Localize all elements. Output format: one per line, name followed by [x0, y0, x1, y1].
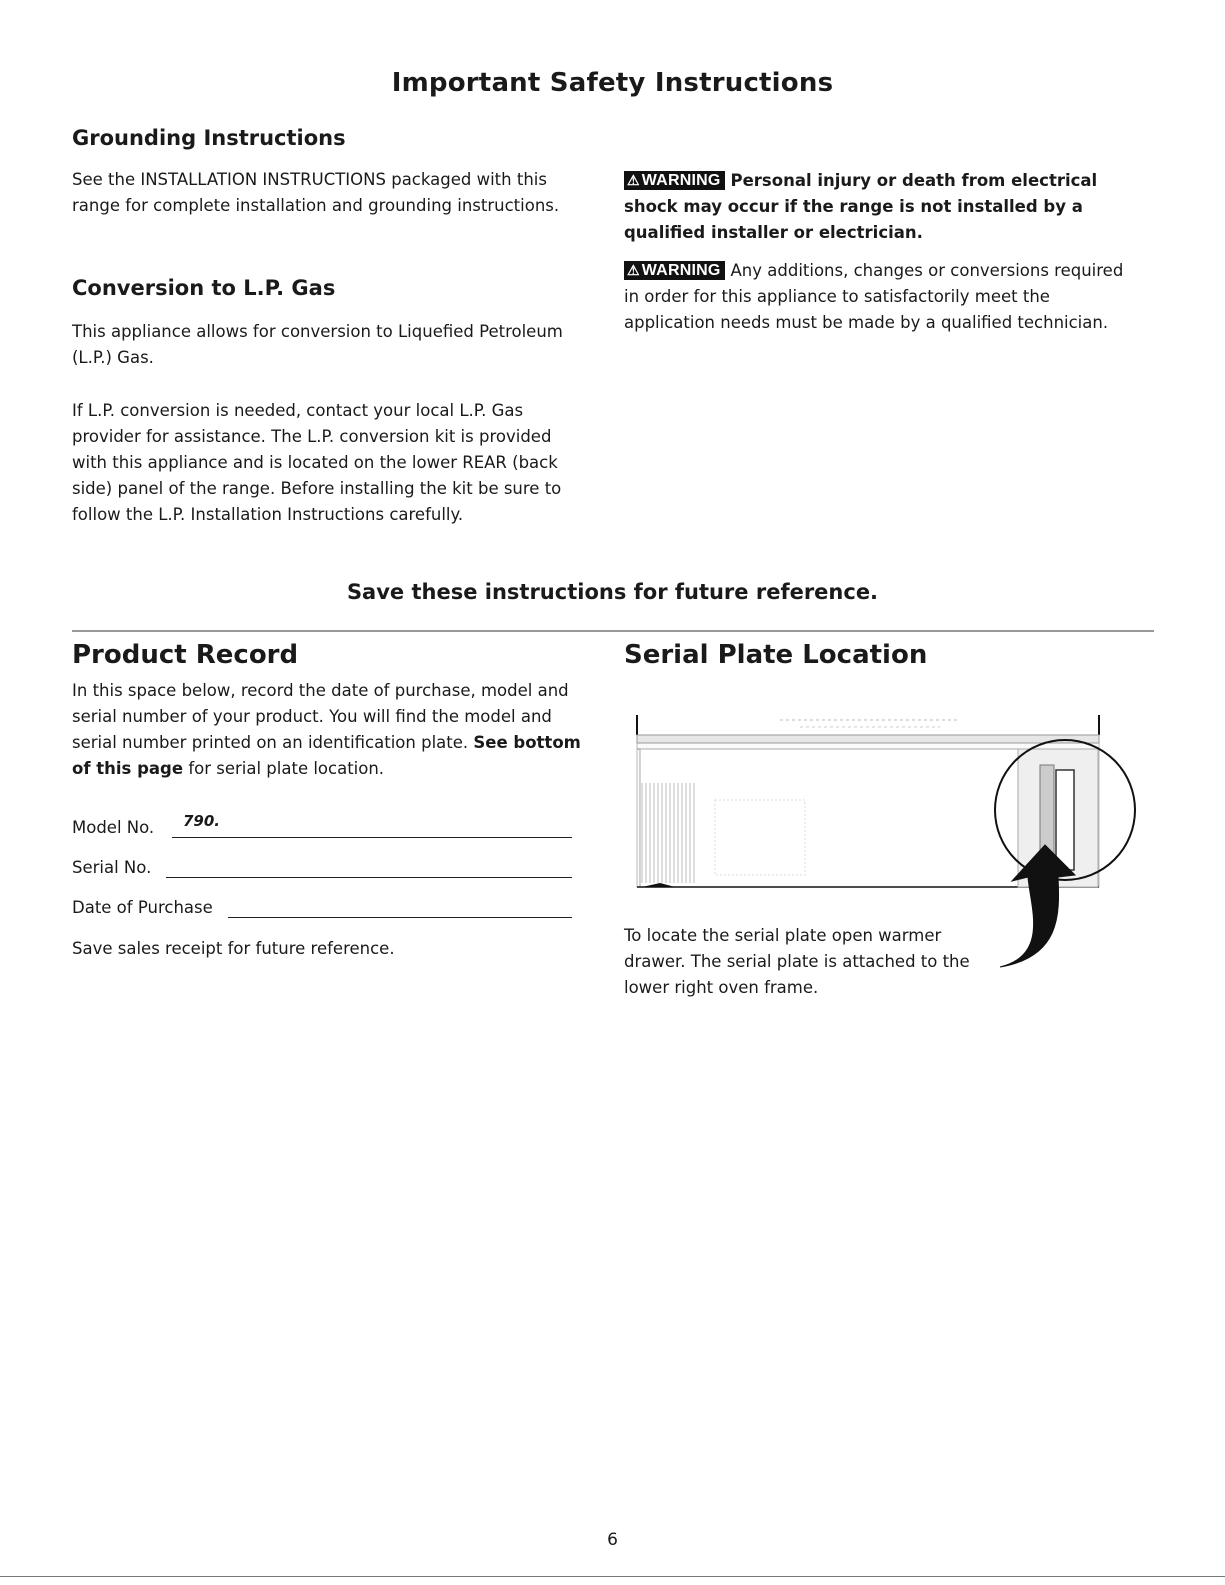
model-number-value: 790.	[183, 812, 221, 830]
save-instructions: Save these instructions for future reference.	[346, 580, 879, 604]
serial-plate-heading: Serial Plate Location	[624, 640, 928, 670]
warning-electrical	[624, 168, 1124, 246]
warning-conversions	[624, 258, 1124, 336]
page-bottom-border	[0, 1576, 1225, 1577]
page-title: Important Safety Instructions	[391, 68, 834, 98]
conversion-body-2: If L.P. conversion is needed, contact your local L.P. Gas provider for assistance. The L.P. conversion kit is provided with this appliance and is located on the lower REAR (back side) panel of the range. Before installing the kit be sure to follow the L.P. Installation Instructions carefully.	[72, 401, 562, 524]
warning-badge: ⚠ WARNING	[624, 261, 725, 280]
date-of-purchase-field[interactable]	[228, 917, 572, 918]
warning-conversions-text: Any additions, changes or conversions required in order for this appliance to satisfactorily meet the application needs must be made by a qualified technician.	[624, 261, 1124, 332]
product-record-intro: In this space below, record the date of purchase, model and serial number of your product. You will find the model and serial number printed on an identification plate. See bottom of this page for serial plate location.	[72, 681, 581, 778]
warning-triangle-icon: ⚠	[627, 262, 640, 278]
serial-plate-caption: To locate the serial plate open warmer drawer. The serial plate is attached to the lower right oven frame.	[624, 926, 970, 997]
conversion-heading: Conversion to L.P. Gas	[72, 276, 336, 300]
save-receipt-note: Save sales receipt for future reference.	[72, 939, 395, 958]
product-record-heading: Product Record	[72, 640, 299, 670]
grounding-body: See the INSTALLATION INSTRUCTIONS packaged with this range for complete installation and grounding instructions.	[72, 170, 560, 215]
warning-electrical-text: Personal injury or death from electrical shock may occur if the range is not installed by a qualified installer or electrician.	[624, 171, 1098, 242]
see-bottom-link-text: See bottom of this page	[72, 733, 581, 778]
serial-number-field[interactable]	[166, 877, 572, 878]
model-number-field[interactable]	[172, 837, 572, 838]
model-number-label: Model No.	[72, 818, 155, 837]
serial-plate	[1056, 770, 1074, 870]
grounding-heading: Grounding Instructions	[72, 126, 346, 150]
warning-badge: ⚠ WARNING	[624, 171, 725, 190]
section-divider	[72, 630, 1154, 632]
date-of-purchase-label: Date of Purchase	[72, 898, 213, 917]
conversion-body-1: This appliance allows for conversion to Liquefied Petroleum (L.P.) Gas.	[72, 322, 563, 367]
serial-number-label: Serial No.	[72, 858, 152, 877]
warning-triangle-icon: ⚠	[627, 172, 640, 188]
page-number: 6	[607, 1530, 618, 1550]
